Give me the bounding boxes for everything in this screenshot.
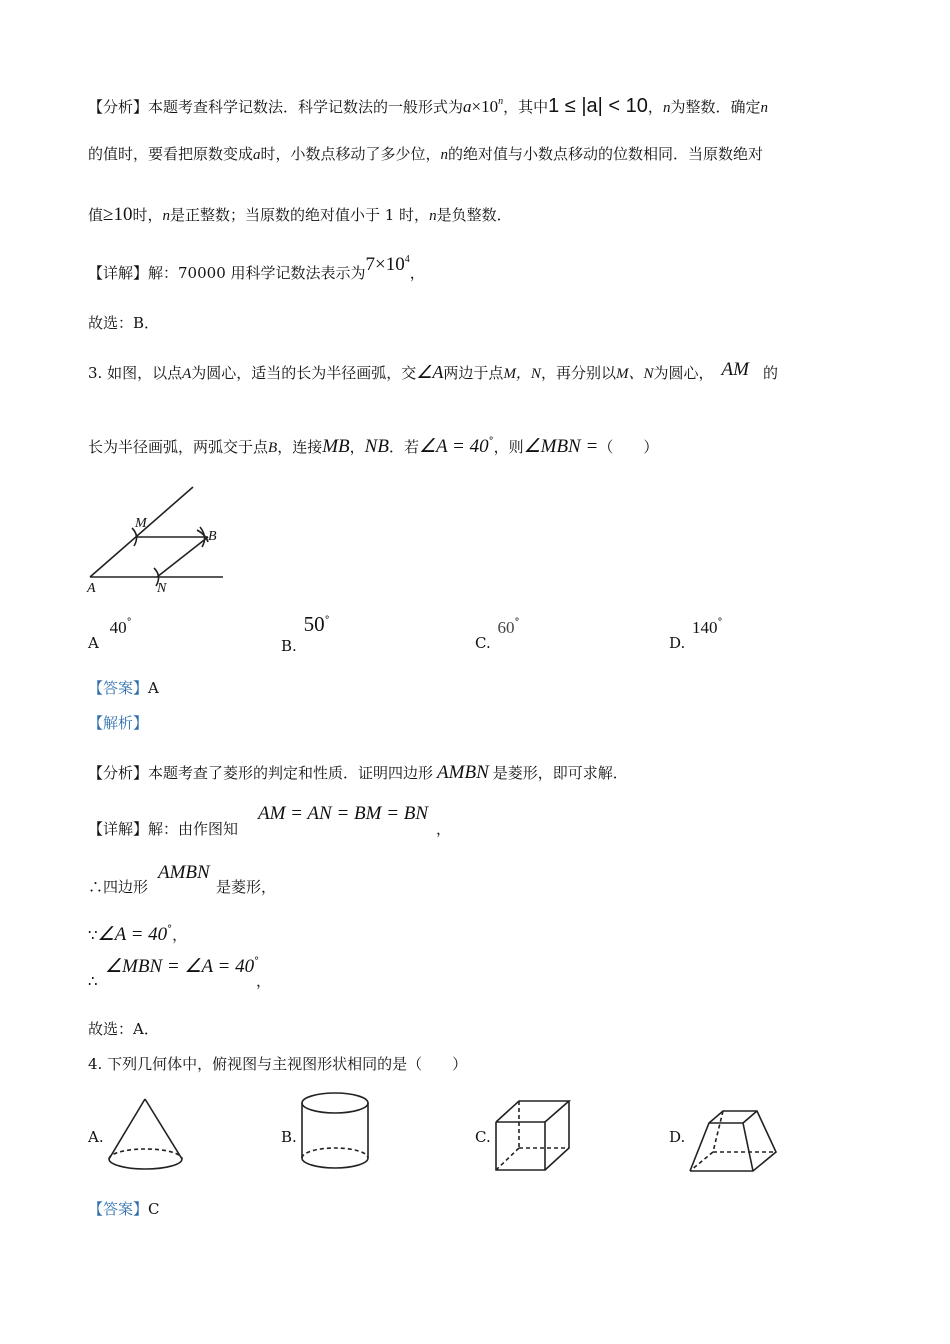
cylinder-figure[interactable]	[295, 1088, 375, 1178]
q4-option-b[interactable]: B.	[281, 1128, 297, 1146]
q3-xiangjie: 【详解】解：由作图知	[88, 820, 239, 838]
q3-option-b[interactable]: B. 50°	[281, 612, 330, 655]
q3-step-3: ∴	[88, 972, 98, 990]
q3-option-a[interactable]: A 40°	[88, 617, 132, 652]
rhombus-construction-figure	[80, 480, 240, 600]
analysis-tag: 【分析】	[88, 98, 149, 116]
label-m: M	[135, 516, 147, 531]
analysis-line-3: 值≥10时，n是正整数；当原数的绝对值小于 1 时，n是负整数．	[88, 204, 512, 225]
analysis-line-2: 的值时，要看把原数变成a时，小数点移动了多少位，n的绝对值与小数点移动的位数相同．当原数绝对	[88, 145, 764, 163]
cone-figure[interactable]	[100, 1096, 190, 1176]
detail-line: 【详解】解：70000 用科学记数法表示为$7\times 10^4$，	[88, 254, 425, 282]
q4-option-d[interactable]: D.	[669, 1128, 686, 1146]
q4-option-c[interactable]: C.	[475, 1128, 491, 1146]
q4-stem: 4. 下列几何体中，俯视图与主视图形状相同的是（ ）	[88, 1055, 468, 1073]
q3-stem-line-2: 长为半径画弧，两弧交于点B，连接MB，NB．若∠A = 40°，则∠MBN =（ ）	[88, 436, 659, 457]
q3-step-1: ∴四边形	[88, 878, 149, 896]
q3-answer: 【答案】A	[88, 679, 159, 697]
frustum-figure[interactable]	[686, 1104, 781, 1176]
analysis-line-1: 【分析】本题考查科学记数法．科学记数法的一般形式为$a\times 10^n$，其中1 ≤ |a| < 10，n为整数．确定n	[88, 95, 768, 117]
detail-tag: 【详解】	[88, 264, 149, 282]
q3-option-d[interactable]: D. 140°	[669, 617, 723, 652]
choose-line-b: 故选：B．	[88, 314, 160, 332]
q3-equal-sides: AM = AN = BM = BN	[258, 803, 429, 824]
label-a: A	[87, 581, 96, 596]
q3-fenxi: 【分析】本题考查了菱形的判定和性质．证明四边形 AMBN 是菱形，即可求解．	[88, 762, 628, 783]
q3-option-c[interactable]: C. 60°	[475, 617, 520, 652]
ray-am	[90, 487, 193, 577]
q4-answer: 【答案】C	[88, 1200, 160, 1218]
q3-analysis-tag: 【解析】	[88, 714, 149, 732]
cube-figure[interactable]	[490, 1096, 580, 1176]
q4-option-a[interactable]: A.	[88, 1128, 104, 1146]
segment-nb	[157, 537, 208, 577]
label-n: N	[157, 581, 167, 596]
q3-stem-line-1: 3. 如图，以点A为圆心，适当的长为半径画弧，交∠A两边于点M，N，再分别以M、N为圆心， AM 的	[88, 359, 778, 382]
label-b: B	[208, 529, 217, 544]
answer-tag: 【答案】	[88, 679, 149, 697]
choose-line-a: 故选：A．	[88, 1020, 159, 1038]
q3-step-2: ∵∠A = 40°，	[88, 924, 188, 945]
